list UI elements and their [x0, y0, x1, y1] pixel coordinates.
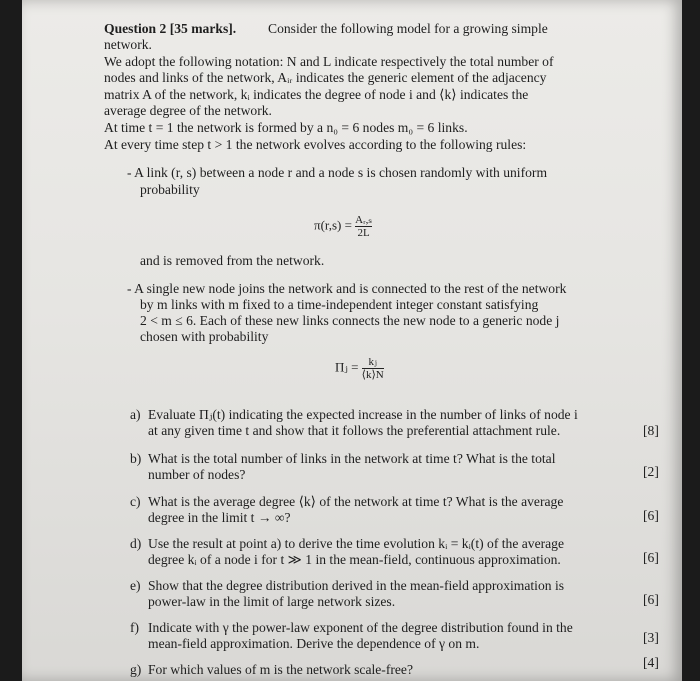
part-g-marks: [4]	[643, 655, 659, 670]
part-f-line-1: Indicate with γ the power-law exponent of the degree distribution found in the	[148, 620, 573, 635]
part-c-marks: [6]	[643, 508, 659, 523]
part-f-label: f)	[130, 620, 140, 635]
part-f-line-2: mean-field approximation. Derive the dependence of γ on m.	[148, 636, 480, 651]
question-label: Question 2 [35 marks].	[104, 21, 237, 36]
rule2-line-4: chosen with probability	[140, 329, 269, 344]
part-c-line-2: degree in the limit t → ∞?	[148, 510, 291, 525]
part-b-marks: [2]	[643, 464, 659, 479]
part-a-marks: [8]	[643, 423, 659, 438]
rule2-eq-numerator: kⱼ	[368, 356, 377, 368]
rule1-eq-denominator: 2L	[357, 227, 370, 239]
rule2-line-1: - A single new node joins the network and is connected to the rest of the network	[127, 281, 567, 296]
part-c-label: c)	[130, 494, 141, 509]
part-g-label: g)	[130, 662, 142, 677]
part-f-marks: [3]	[643, 630, 659, 645]
rule1-after: and is removed from the network.	[140, 253, 325, 268]
intro-line-8: At every time step t > 1 the network evolves according to the following rules:	[104, 137, 527, 152]
part-c-line-1: What is the average degree ⟨k⟩ of the network at time t? What is the average	[148, 494, 564, 509]
rule1-equation	[314, 214, 372, 239]
intro-line-5: matrix A of the network, kᵢ indicates the degree of node i and ⟨k⟩ indicates the	[104, 87, 529, 102]
intro-line-7: At time t = 1 the network is formed by a n₀ = 6 nodes m₀ = 6 links.	[104, 120, 468, 135]
rule1-line-1: - A link (r, s) between a node r and a node s is chosen randomly with uniform	[127, 165, 548, 180]
intro-line-1: Consider the following model for a growing simple	[268, 21, 548, 36]
intro-line-2: network.	[104, 37, 152, 52]
part-e-marks: [6]	[643, 592, 659, 607]
part-d-line-2: degree kᵢ of a node i for t ≫ 1 in the mean-field, continuous approximation.	[148, 552, 561, 567]
rule2-line-3: 2 < m ≤ 6. Each of these new links connects the new node to a generic node j	[140, 313, 560, 328]
rule1-line-2: probability	[140, 182, 200, 197]
rule2-equation	[335, 356, 384, 381]
part-a-line-1: Evaluate Πⱼ(t) indicating the expected increase in the number of links of node i	[148, 407, 578, 422]
rule2-eq-fraction	[362, 356, 384, 381]
rule2-eq-denominator: ⟨k⟩N	[361, 369, 384, 381]
rule1-eq-numerator: Aᵣ,ₛ	[355, 214, 373, 226]
part-d-label: d)	[130, 536, 142, 551]
question-sheet	[22, 0, 682, 681]
rule2-eq-lhs: Πⱼ =	[335, 359, 359, 375]
part-b-line-1: What is the total number of links in the network at time t? What is the total	[148, 451, 556, 466]
part-a-label: a)	[130, 407, 141, 422]
part-b-label: b)	[130, 451, 142, 466]
part-e-line-2: power-law in the limit of large network sizes.	[148, 594, 396, 609]
intro-line-4: nodes and links of the network, Aᵢᵣ indicates the generic element of the adjacency	[104, 70, 547, 85]
intro-line-3: We adopt the following notation: N and L indicate respectively the total number of	[104, 54, 554, 69]
rule1-eq-lhs: π(r,s) =	[314, 217, 352, 233]
part-d-line-1: Use the result at point a) to derive the time evolution kᵢ = kᵢ(t) of the average	[148, 536, 565, 551]
rule1-eq-fraction	[355, 214, 372, 239]
part-b-line-2: number of nodes?	[148, 467, 246, 482]
part-d-marks: [6]	[643, 550, 659, 565]
part-e-label: e)	[130, 578, 141, 593]
rule2-line-2: by m links with m fixed to a time-independent integer constant satisfying	[140, 297, 539, 312]
part-a-line-2: at any given time t and show that it follows the preferential attachment rule.	[148, 423, 561, 438]
part-g-line-1: For which values of m is the network scale-free?	[148, 662, 413, 677]
part-e-line-1: Show that the degree distribution derived in the mean-field approximation is	[148, 578, 565, 593]
intro-line-6: average degree of the network.	[104, 103, 272, 118]
